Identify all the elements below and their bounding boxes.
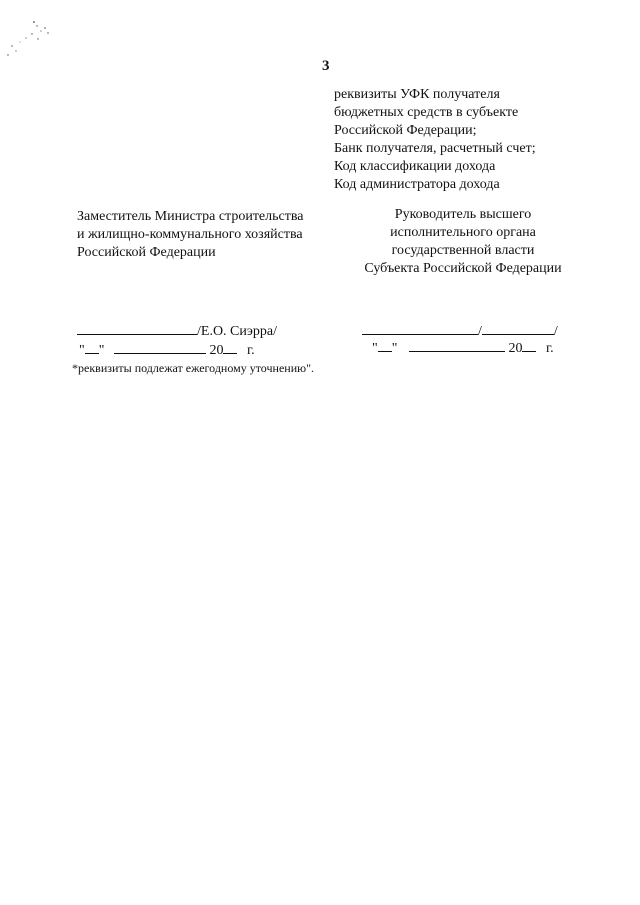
right-year-prefix: 20 bbox=[508, 341, 523, 356]
left-year-suffix: г. bbox=[246, 343, 255, 358]
right-day-blank bbox=[378, 338, 392, 352]
right-slash-1: / bbox=[478, 324, 482, 339]
right-month-blank bbox=[409, 338, 505, 352]
right-title-line: Руководитель высшего bbox=[394, 207, 532, 222]
footnote: *реквизиты подлежат ежегодному уточнению". bbox=[72, 361, 314, 375]
right-title-line: исполнительного органа bbox=[390, 225, 536, 240]
scan-speckle-marks bbox=[4, 18, 56, 62]
requisites-line: бюджетных средств в субъекте bbox=[334, 105, 519, 120]
left-title-line: Российской Федерации bbox=[77, 245, 216, 260]
left-day-blank bbox=[85, 340, 99, 354]
left-year-prefix: 20 bbox=[209, 343, 224, 358]
right-quote-close: " bbox=[391, 341, 398, 356]
requisites-line: Российской Федерации; bbox=[334, 123, 477, 138]
right-title-line: государственной власти bbox=[391, 243, 535, 258]
left-date-line bbox=[79, 340, 255, 359]
left-quote-open: " bbox=[79, 343, 85, 358]
left-signature-blank bbox=[77, 321, 197, 335]
left-quote-close: " bbox=[98, 343, 105, 358]
requisites-line: Код администратора дохода bbox=[334, 177, 500, 192]
page-number: 3 bbox=[322, 58, 330, 74]
requisites-line: Код классификации дохода bbox=[334, 159, 496, 174]
left-signature-line bbox=[77, 321, 277, 340]
right-year-blank bbox=[522, 338, 536, 352]
left-signatory-title bbox=[77, 208, 304, 262]
left-year-blank bbox=[223, 340, 237, 354]
requisites-line: реквизиты УФК получателя bbox=[334, 87, 500, 102]
requisites-block bbox=[334, 86, 536, 194]
left-month-blank bbox=[114, 340, 206, 354]
right-slash-2: / bbox=[553, 324, 558, 339]
right-quote-open: " bbox=[372, 341, 378, 356]
right-year-suffix: г. bbox=[545, 341, 554, 356]
right-signatory-title bbox=[340, 206, 586, 278]
right-date-line bbox=[372, 338, 554, 357]
right-title-line: Субъекта Российской Федерации bbox=[364, 261, 562, 276]
requisites-line: Банк получателя, расчетный счет; bbox=[334, 141, 536, 156]
right-name-blank bbox=[482, 321, 554, 335]
left-signatory-name: /Е.О. Сиэррa/ bbox=[197, 324, 277, 339]
left-title-line: Заместитель Министра строительства bbox=[77, 209, 304, 224]
right-signature-blank bbox=[362, 321, 478, 335]
left-title-line: и жилищно-коммунального хозяйства bbox=[77, 227, 303, 242]
